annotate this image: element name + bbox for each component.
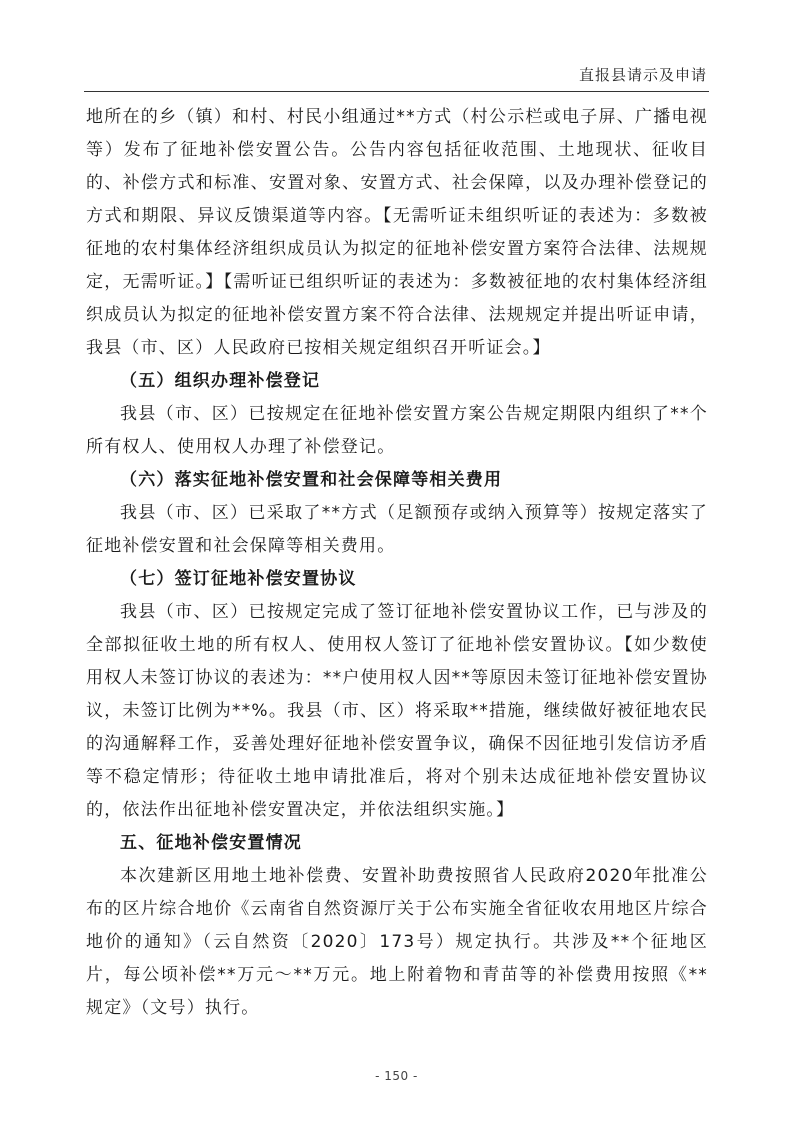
document-body — [86, 101, 708, 1025]
subheading-compensation-registration: （五）组织办理补偿登记 — [120, 371, 321, 391]
running-header: 直报县请示及申请 — [578, 66, 707, 84]
page-number: - 150 - — [375, 1069, 418, 1083]
paragraph-compensation: 本次建新区用地土地补偿费、安置补助费按照省人民政府2020年批准公布的区片综合地价《云南省自然资源厅关于公布实施全省征收农用地区片综合地价的通知》（云自然资〔2020〕173号）规定执行。共涉及**个征地区片，每公顷补偿**万元～**万元。地上附着物和青苗等的补偿费用按照《**规定》（文号）执行。 — [86, 866, 708, 1018]
subheading-funding: （六）落实征地补偿安置和社会保障等相关费用 — [120, 470, 503, 490]
paragraph-compensation-registration: 我县（市、区）已按规定在征地补偿安置方案公告规定期限内组织了**个所有权人、使用权人办理了补偿登记。 — [86, 404, 708, 457]
paragraph-funding: 我县（市、区）已采取了**方式（足额预存或纳入预算等）按规定落实了征地补偿安置和社会保障等相关费用。 — [86, 503, 708, 556]
paragraph-agreement: 我县（市、区）已按规定完成了签订征地补偿安置协议工作，已与涉及的全部拟征收土地的所有权人、使用权人签订了征地补偿安置协议。【如少数使用权人未签订协议的表述为：**户使用权人因**等原因未签订征地补偿安置协议，未签订比例为**%。我县（市、区）将采取**措施，继续做好被征地农民的沟通解释工作，妥善处理好征地补偿安置争议，确保不因征地引发信访矛盾等不稳定情形；待征收土地申请批准后，将对个别未达成征地补偿安置协议的，依法作出征地补偿安置决定，并依法组织实施。】 — [86, 602, 708, 820]
header-divider — [84, 91, 709, 92]
section-heading-compensation: 五、征地补偿安置情况 — [120, 833, 302, 853]
subheading-agreement: （七）签订征地补偿安置协议 — [120, 569, 357, 589]
paragraph-announcement: 地所在的乡（镇）和村、村民小组通过**方式（村公示栏或电子屏、广播电视等）发布了征地补偿安置公告。公告内容包括征收范围、土地现状、征收目的、补偿方式和标准、安置对象、安置方式、社会保障，以及办理补偿登记的方式和期限、异议反馈渠道等内容。【无需听证未组织听证的表述为：多数被征地的农村集体经济组织成员认为拟定的征地补偿安置方案符合法律、法规规定，无需听证。】【需听证已组织听证的表述为：多数被征地的农村集体经济组织成员认为拟定的征地补偿安置方案不符合法律、法规规定并提出听证申请，我县（市、区）人民政府已按相关规定组织召开听证会。】 — [86, 107, 708, 358]
